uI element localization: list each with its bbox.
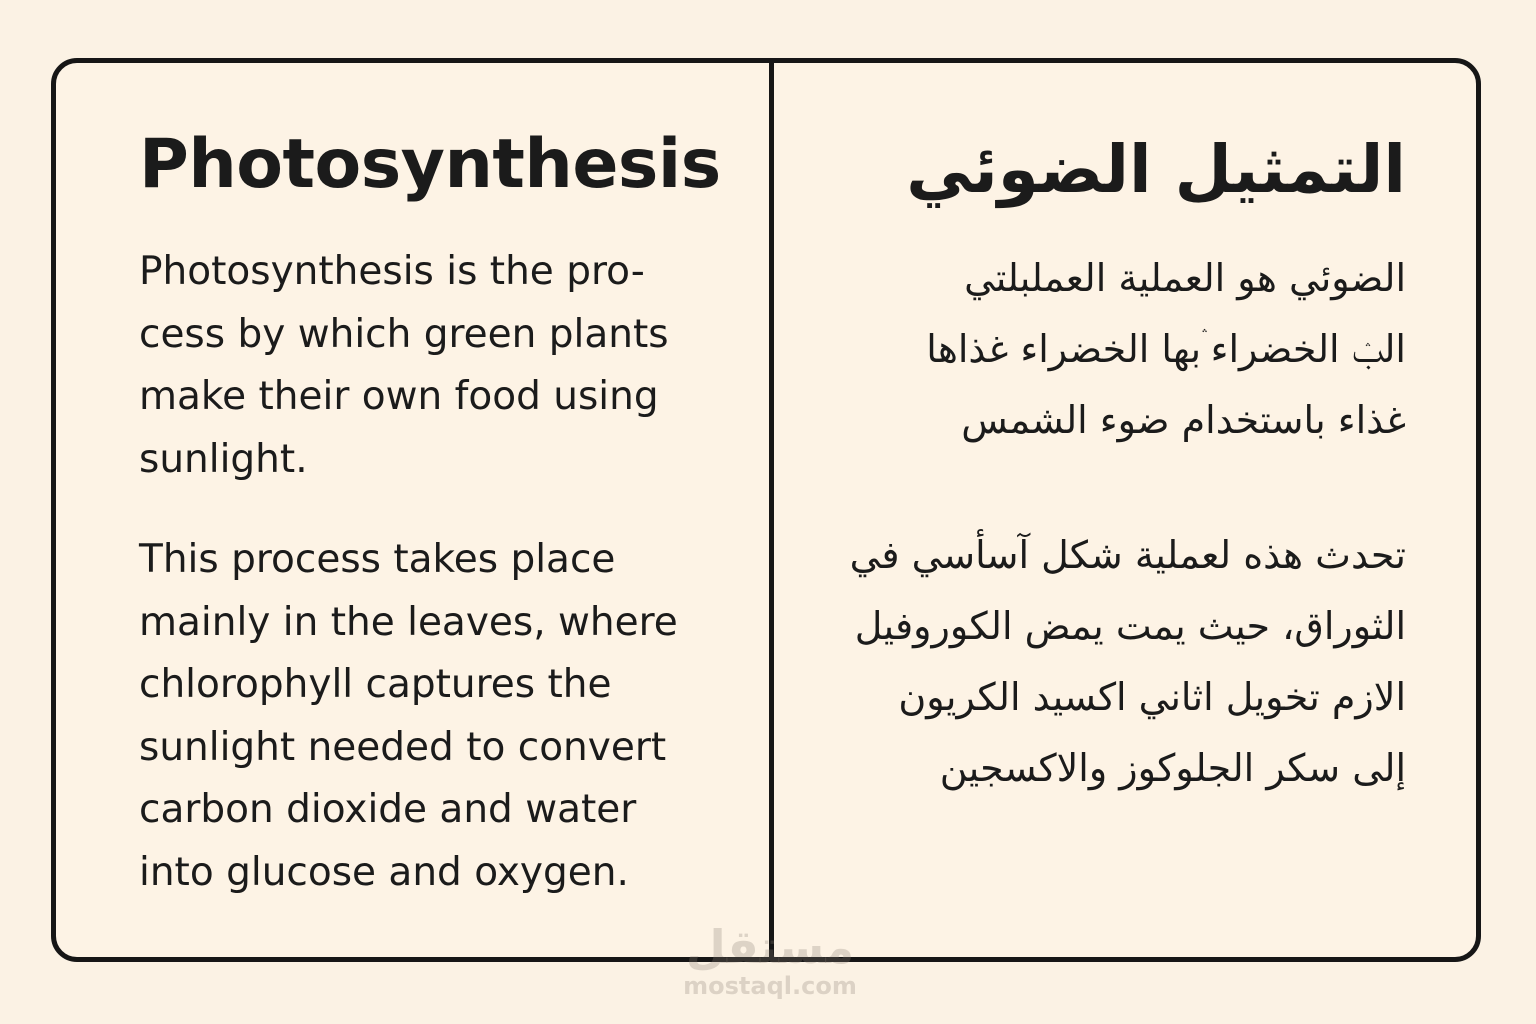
english-paragraph-2: This process takes place mainly in the leaves, where chlorophyll captures the sunlight needed to convert carbon dioxide and water into glucose and oxygen. (139, 537, 678, 895)
comparison-card (51, 58, 1481, 962)
watermark-url: mostaql.com (683, 972, 857, 1000)
arabic-column (816, 125, 1406, 804)
arabic-paragraph-1: الضوئي هو العملية العملبلتي البۛ الخضراء ۛبها الخضراء غذاها غذاء باستخدام ضوء الشمس (926, 256, 1406, 442)
arabic-title: التمثيل الضوئي (906, 131, 1406, 208)
column-divider (769, 63, 774, 957)
english-title: Photosynthesis (139, 125, 721, 204)
arabic-paragraph-2: تحدث هذه لعملية شكل آسأسي في الثوراق، حيث يمت يمض الكوروفيل الازم تخويل اثاني اكسيد الكريون إلى سكر الجلوكوز والاكسجين (849, 533, 1406, 790)
watermark (640, 922, 900, 1000)
watermark-logo: مستقل (685, 920, 855, 974)
english-paragraph-1: Photosynthesis is the pro- cess by which green plants make their own food using sunlight. (139, 249, 669, 482)
english-column (139, 125, 739, 904)
